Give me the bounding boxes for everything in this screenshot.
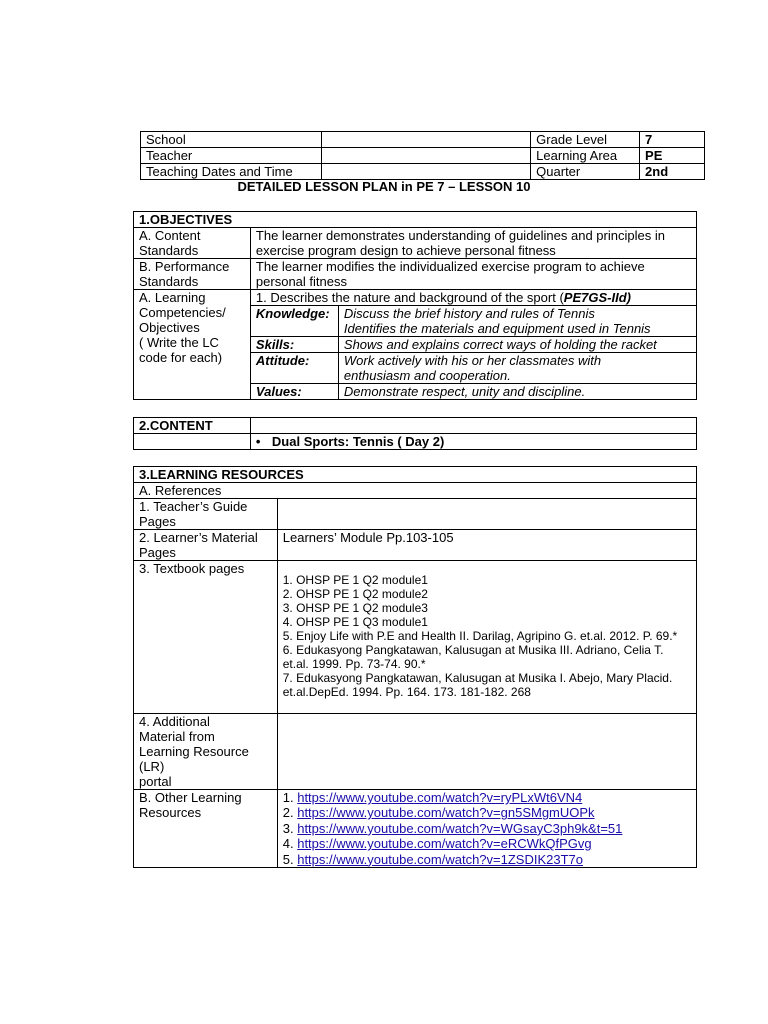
domain-text: Discuss the brief history and rules of Tennis Identifies the materials and equipment used in Tennis [338,306,696,337]
header-label: Learning Area [531,148,640,164]
label-line: Competencies/ [139,305,226,320]
list-item: 2. OHSP PE 1 Q2 module2 [282,587,428,601]
competency-text: 1. Describes the nature and background of the sport (PE7GS-IId) [250,290,696,306]
domain-label: Attitude: [250,353,338,384]
list-item: 6. Edukasyong Pangkatawan, Kalusugan at Musika III. Adriano, Celia T. et.al. 1999. Pp. 73-74. 90.* [282,643,664,671]
table-row [134,499,697,530]
list-item: 7. Edukasyong Pangkatawan, Kalusugan at Musika I. Abejo, Mary Placid. et.al.DepEd. 1994. Pp. 164. 173. 181-182. 268 [282,671,673,699]
label-line: ( Write the LC [139,335,219,350]
row-label: B. Performance Standards [134,259,251,290]
row-label: 3. Textbook pages [134,561,278,714]
youtube-link[interactable]: https://www.youtube.com/watch?v=ryPLxWt6VN4 [297,790,583,805]
header-value: 2nd [640,164,705,180]
links-list [277,790,696,868]
header-value [321,148,530,164]
table-row [134,483,697,499]
label-line: Objectives [139,320,200,335]
header-value [321,132,530,148]
list-item: 1. https://www.youtube.com/watch?v=ryPLxWt6VN4 [282,790,583,805]
row-label: B. Other Learning Resources [134,790,278,868]
content-item: • Dual Sports: Tennis ( Day 2) [250,434,696,450]
header-label: Teaching Dates and Time [141,164,322,180]
textbook-list [277,561,696,714]
row-label: 1. Teacher’s Guide Pages [134,499,278,530]
row-value [277,499,696,530]
label-line: code for each) [139,350,223,365]
table-row [134,290,697,306]
section-heading: 2.CONTENT [134,418,251,434]
domain-label: Values: [250,384,338,400]
table-row [134,259,697,290]
list-item: 4. https://www.youtube.com/watch?v=eRCWkQfPGvg [282,836,592,852]
header-label: Quarter [531,164,640,180]
youtube-link[interactable]: https://www.youtube.com/watch?v=WGsayC3ph9k&t=51 [297,820,623,836]
youtube-link[interactable]: https://www.youtube.com/watch?v=gn5SMgmUOPk [297,805,595,821]
table-row [134,418,697,434]
resources-table [133,466,697,868]
header-label: Teacher [141,148,322,164]
table-row [141,148,705,164]
row-value: Learners’ Module Pp.103-105 [277,530,696,561]
section-heading: 3.LEARNING RESOURCES [134,467,697,483]
row-text: The learner demonstrates understanding of guidelines and principles in exercise program design to achieve personal fitness [250,228,696,259]
header-label: Grade Level [531,132,640,148]
list-item: 3. https://www.youtube.com/watch?v=WGsayC3ph9k&t=51 [282,820,623,836]
youtube-link[interactable]: https://www.youtube.com/watch?v=1ZSDIK23T7o [297,851,583,867]
row-label: 2. Learner’s Material Pages [134,530,278,561]
table-row [134,467,697,483]
list-item: 3. OHSP PE 1 Q2 module3 [282,601,428,615]
list-item: 5. https://www.youtube.com/watch?v=1ZSDIK23T7o [282,851,583,867]
content-table [133,417,697,450]
bullet-icon: • [255,434,261,449]
label-line: A. Learning [139,290,206,305]
table-row [134,561,697,714]
table-row [134,212,697,228]
table-row [134,434,697,450]
row-value [277,714,696,790]
domain-text: Work actively with his or her classmates with enthusiasm and cooperation. [338,353,696,384]
header-value [321,164,530,180]
list-item: 5. Enjoy Life with P.E and Health II. Darilag, Agripino G. et.al. 2012. P. 69.* [282,629,678,643]
header-value: PE [640,148,705,164]
section-heading: 1.OBJECTIVES [134,212,697,228]
header-value: 7 [640,132,705,148]
domain-label: Skills: [250,337,338,353]
competency-code: PE7GS-IId) [563,290,631,305]
row-label: 4. Additional Material from Learning Resource (LR) portal [134,714,278,790]
table-row [141,164,705,180]
table-row [134,530,697,561]
header-table [140,131,705,180]
row-text: The learner modifies the individualized exercise program to achieve personal fitness [250,259,696,290]
page-title: DETAILED LESSON PLAN in PE 7 – LESSON 10 [237,179,531,194]
domain-text: Demonstrate respect, unity and discipline. [338,384,696,400]
list-item: 1. OHSP PE 1 Q2 module1 [282,573,428,587]
table-row [141,132,705,148]
domain-label: Knowledge: [250,306,338,337]
table-row [134,714,697,790]
table-row [134,228,697,259]
objectives-table [133,211,697,400]
youtube-link[interactable]: https://www.youtube.com/watch?v=eRCWkQfPGvg [297,836,592,852]
list-item: 2. https://www.youtube.com/watch?v=gn5SMgmUOPk [282,805,595,821]
row-label: A. Content Standards [134,228,251,259]
table-row [134,790,697,868]
header-label: School [141,132,322,148]
list-item: 4. OHSP PE 1 Q3 module1 [282,615,428,629]
row-label [134,290,251,400]
references-label: A. References [134,483,697,499]
domain-text: Shows and explains correct ways of holding the racket [338,337,696,353]
